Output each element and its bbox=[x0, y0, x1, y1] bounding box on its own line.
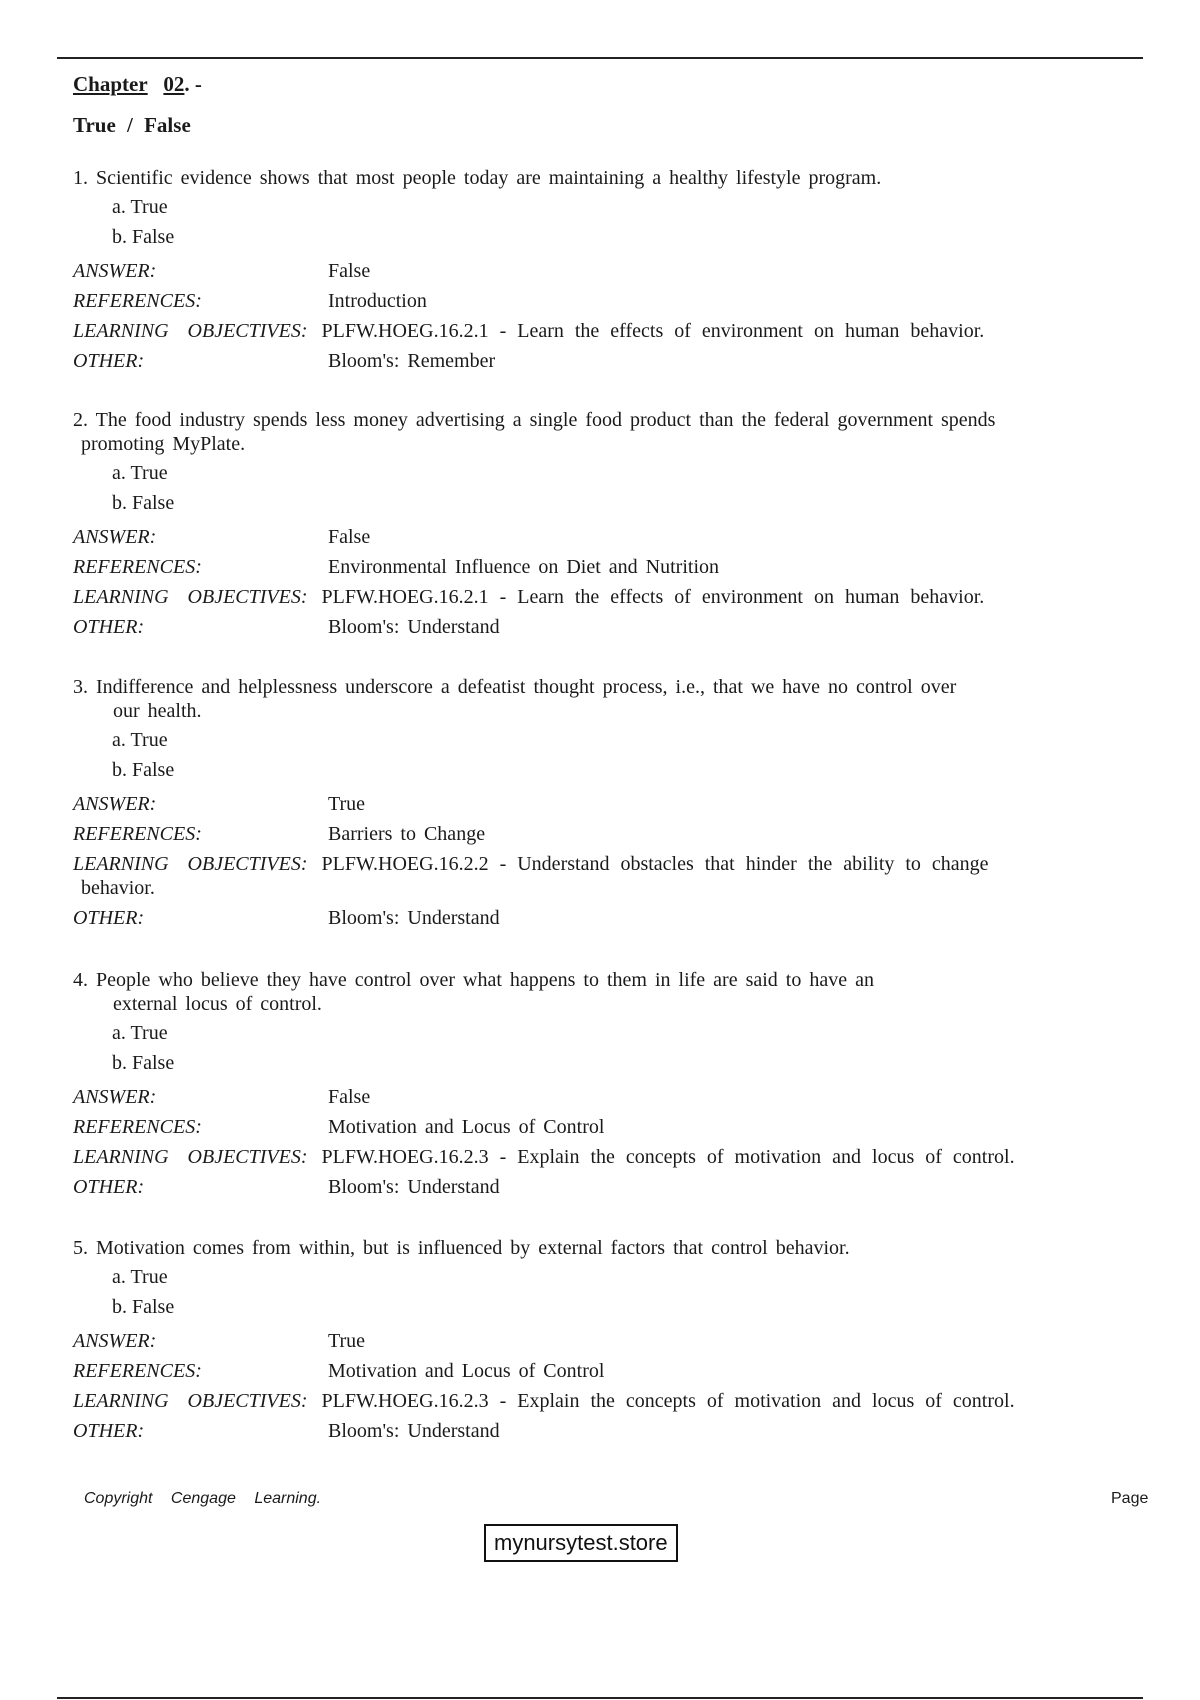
question-continuation: external locus of control. bbox=[113, 993, 322, 1015]
watermark-box[interactable]: mynursytest.store bbox=[484, 1524, 678, 1562]
references-value: Motivation and Locus of Control bbox=[328, 1116, 605, 1138]
option-true[interactable]: a. True bbox=[112, 1266, 168, 1288]
learning-objective-value: PLFW.HOEG.16.2.2 - Understand obstacles that hinder the ability to change bbox=[321, 853, 989, 875]
option-true[interactable]: a. True bbox=[112, 462, 168, 484]
question-text: 4. People who believe they have control over what happens to them in life are said to have an external locus of control. bbox=[73, 969, 874, 1015]
learning-objectives-label: LEARNING OBJECTIVES: bbox=[73, 1146, 308, 1168]
learning-objective-value: PLFW.HOEG.16.2.1 - Learn the effects of environment on human behavior. bbox=[321, 320, 985, 342]
references-label: REFERENCES: bbox=[73, 556, 202, 578]
references-value: Motivation and Locus of Control bbox=[328, 1360, 605, 1382]
answer-label: ANSWER: bbox=[73, 1086, 157, 1108]
other-value: Bloom's: Remember bbox=[328, 350, 496, 372]
learning-objectives-label: LEARNING OBJECTIVES: bbox=[73, 1390, 308, 1412]
references-label: REFERENCES: bbox=[73, 290, 202, 312]
option-false[interactable]: b. False bbox=[112, 226, 175, 248]
answer-value: True bbox=[328, 793, 366, 815]
answer-options bbox=[112, 458, 1183, 518]
question-2 bbox=[73, 408, 1183, 642]
answer-options bbox=[112, 725, 1183, 785]
chapter-number: 02 bbox=[163, 72, 185, 96]
answer-value: False bbox=[328, 1086, 371, 1108]
other-label: OTHER: bbox=[73, 907, 145, 929]
question-number: 4. bbox=[73, 969, 88, 991]
question-meta bbox=[73, 789, 1183, 933]
option-false[interactable]: b. False bbox=[112, 759, 175, 781]
option-false[interactable]: b. False bbox=[112, 1296, 175, 1318]
question-continuation: our health. bbox=[113, 700, 202, 722]
question-continuation: promoting MyPlate. bbox=[81, 433, 246, 455]
question-text: 1. Scientific evidence shows that most people today are maintaining a healthy lifestyle program. bbox=[73, 167, 882, 189]
learning-objective-block bbox=[73, 849, 1183, 900]
question-1 bbox=[73, 166, 1183, 376]
question-5 bbox=[73, 1236, 1183, 1446]
learning-objectives-label: LEARNING OBJECTIVES: bbox=[73, 320, 308, 342]
answer-label: ANSWER: bbox=[73, 526, 157, 548]
answer-label: ANSWER: bbox=[73, 1330, 157, 1352]
question-number: 2. bbox=[73, 409, 88, 431]
footer-page-label: Page bbox=[1111, 1490, 1149, 1507]
question-number: 5. bbox=[73, 1237, 88, 1259]
references-label: REFERENCES: bbox=[73, 823, 202, 845]
question-text: 2. The food industry spends less money advertising a single food product than the federal government spends promoting MyPlate. bbox=[73, 409, 996, 455]
other-label: OTHER: bbox=[73, 1420, 145, 1442]
bottom-rule bbox=[57, 1697, 1143, 1699]
references-label: REFERENCES: bbox=[73, 1116, 202, 1138]
question-meta bbox=[73, 256, 1183, 376]
learning-objective-value: PLFW.HOEG.16.2.3 - Explain the concepts of motivation and locus of control. bbox=[321, 1390, 1015, 1412]
chapter-suffix: . - bbox=[184, 72, 202, 96]
chapter-heading bbox=[73, 72, 202, 97]
other-label: OTHER: bbox=[73, 616, 145, 638]
option-false[interactable]: b. False bbox=[112, 1052, 175, 1074]
learning-objective-value: PLFW.HOEG.16.2.3 - Explain the concepts of motivation and locus of control. bbox=[321, 1146, 1015, 1168]
references-label: REFERENCES: bbox=[73, 1360, 202, 1382]
top-rule bbox=[57, 57, 1143, 59]
other-label: OTHER: bbox=[73, 350, 145, 372]
learning-objectives-label: LEARNING OBJECTIVES: bbox=[73, 853, 308, 875]
option-false[interactable]: b. False bbox=[112, 492, 175, 514]
answer-options bbox=[112, 192, 1183, 252]
option-true[interactable]: a. True bbox=[112, 1022, 168, 1044]
other-value: Bloom's: Understand bbox=[328, 616, 500, 638]
question-4 bbox=[73, 968, 1183, 1202]
references-value: Introduction bbox=[328, 290, 427, 312]
chapter-label: Chapter bbox=[73, 72, 148, 96]
question-meta bbox=[73, 1326, 1183, 1446]
answer-label: ANSWER: bbox=[73, 793, 157, 815]
option-true[interactable]: a. True bbox=[112, 196, 168, 218]
question-number: 3. bbox=[73, 676, 88, 698]
answer-label: ANSWER: bbox=[73, 260, 157, 282]
references-value: Environmental Influence on Diet and Nutrition bbox=[328, 556, 720, 578]
references-value: Barriers to Change bbox=[328, 823, 486, 845]
question-text: 5. Motivation comes from within, but is influenced by external factors that control behavior. bbox=[73, 1237, 850, 1259]
question-3 bbox=[73, 675, 1183, 933]
option-true[interactable]: a. True bbox=[112, 729, 168, 751]
question-text: 3. Indifference and helplessness underscore a defeatist thought process, i.e., that we have no control over our health. bbox=[73, 676, 957, 722]
learning-objective-value: PLFW.HOEG.16.2.1 - Learn the effects of environment on human behavior. bbox=[321, 586, 985, 608]
answer-value: True bbox=[328, 1330, 366, 1352]
other-value: Bloom's: Understand bbox=[328, 1420, 500, 1442]
learning-objectives-label: LEARNING OBJECTIVES: bbox=[73, 586, 308, 608]
other-value: Bloom's: Understand bbox=[328, 907, 500, 929]
footer-copyright: Copyright Cengage Learning. bbox=[84, 1490, 322, 1507]
learning-objective-continuation: behavior. bbox=[81, 877, 155, 899]
answer-options bbox=[112, 1018, 1183, 1078]
other-label: OTHER: bbox=[73, 1176, 145, 1198]
answer-value: False bbox=[328, 526, 371, 548]
answer-options bbox=[112, 1262, 1183, 1322]
other-value: Bloom's: Understand bbox=[328, 1176, 500, 1198]
question-meta bbox=[73, 1082, 1183, 1202]
question-meta bbox=[73, 522, 1183, 642]
answer-value: False bbox=[328, 260, 371, 282]
section-title: True / False bbox=[73, 113, 191, 137]
question-number: 1. bbox=[73, 167, 88, 189]
